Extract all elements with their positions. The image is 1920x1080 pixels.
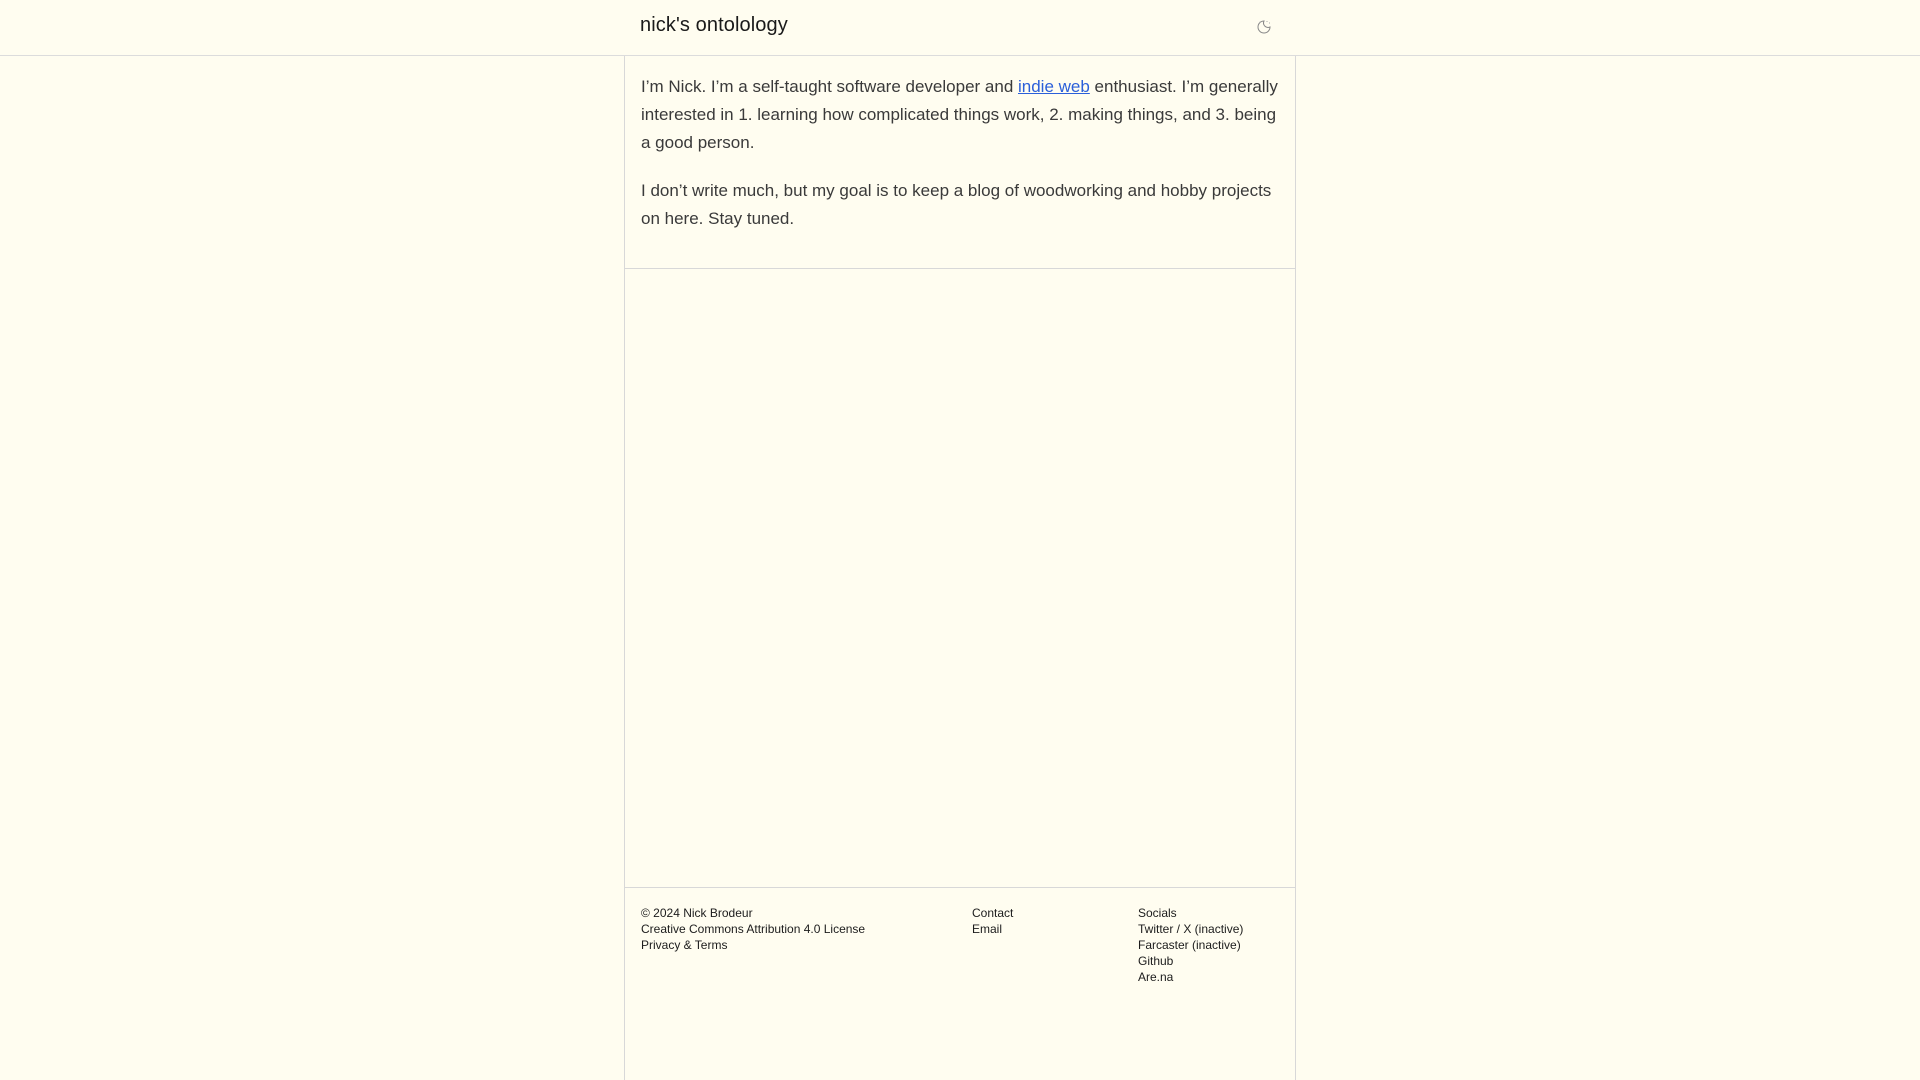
- indie-web-link[interactable]: indie web: [1018, 77, 1090, 96]
- twitter-link[interactable]: Twitter / X (inactive): [1138, 922, 1244, 936]
- copyright-text: © 2024 Nick Brodeur: [641, 906, 753, 920]
- github-link[interactable]: Github: [1138, 954, 1174, 968]
- farcaster-link[interactable]: Farcaster (inactive): [1138, 938, 1241, 952]
- main-column: [624, 56, 1296, 1080]
- footer-contact: [972, 905, 1013, 937]
- privacy-terms-link[interactable]: Privacy & Terms: [641, 938, 728, 952]
- half-moon-icon[interactable]: [1255, 18, 1273, 36]
- footer-legal: [641, 905, 865, 953]
- license-link[interactable]: Creative Commons Attribution 4.0 License: [641, 922, 866, 936]
- footer-socials: [1138, 905, 1243, 985]
- site-footer: [625, 887, 1295, 1080]
- intro-text-end: enthusiast. I’m generally interested in 1. learning how complicated things work, 2. making things, and 3. being a good person.: [641, 77, 1278, 152]
- intro-paragraph: [641, 73, 1279, 157]
- arena-link[interactable]: Are.na: [1138, 970, 1174, 984]
- intro-text-start: I’m Nick. I’m a self-taught software developer and: [641, 77, 1018, 96]
- site-header: [0, 0, 1920, 56]
- socials-heading: Socials: [1138, 906, 1177, 920]
- site-title[interactable]: nick's ontolology: [640, 14, 788, 36]
- contact-heading: Contact: [972, 906, 1014, 920]
- email-link[interactable]: Email: [972, 922, 1003, 936]
- intro-section: [625, 56, 1295, 269]
- blog-paragraph: I don’t write much, but my goal is to keep a blog of woodworking and hobby projects on here. Stay tuned.: [641, 181, 1272, 228]
